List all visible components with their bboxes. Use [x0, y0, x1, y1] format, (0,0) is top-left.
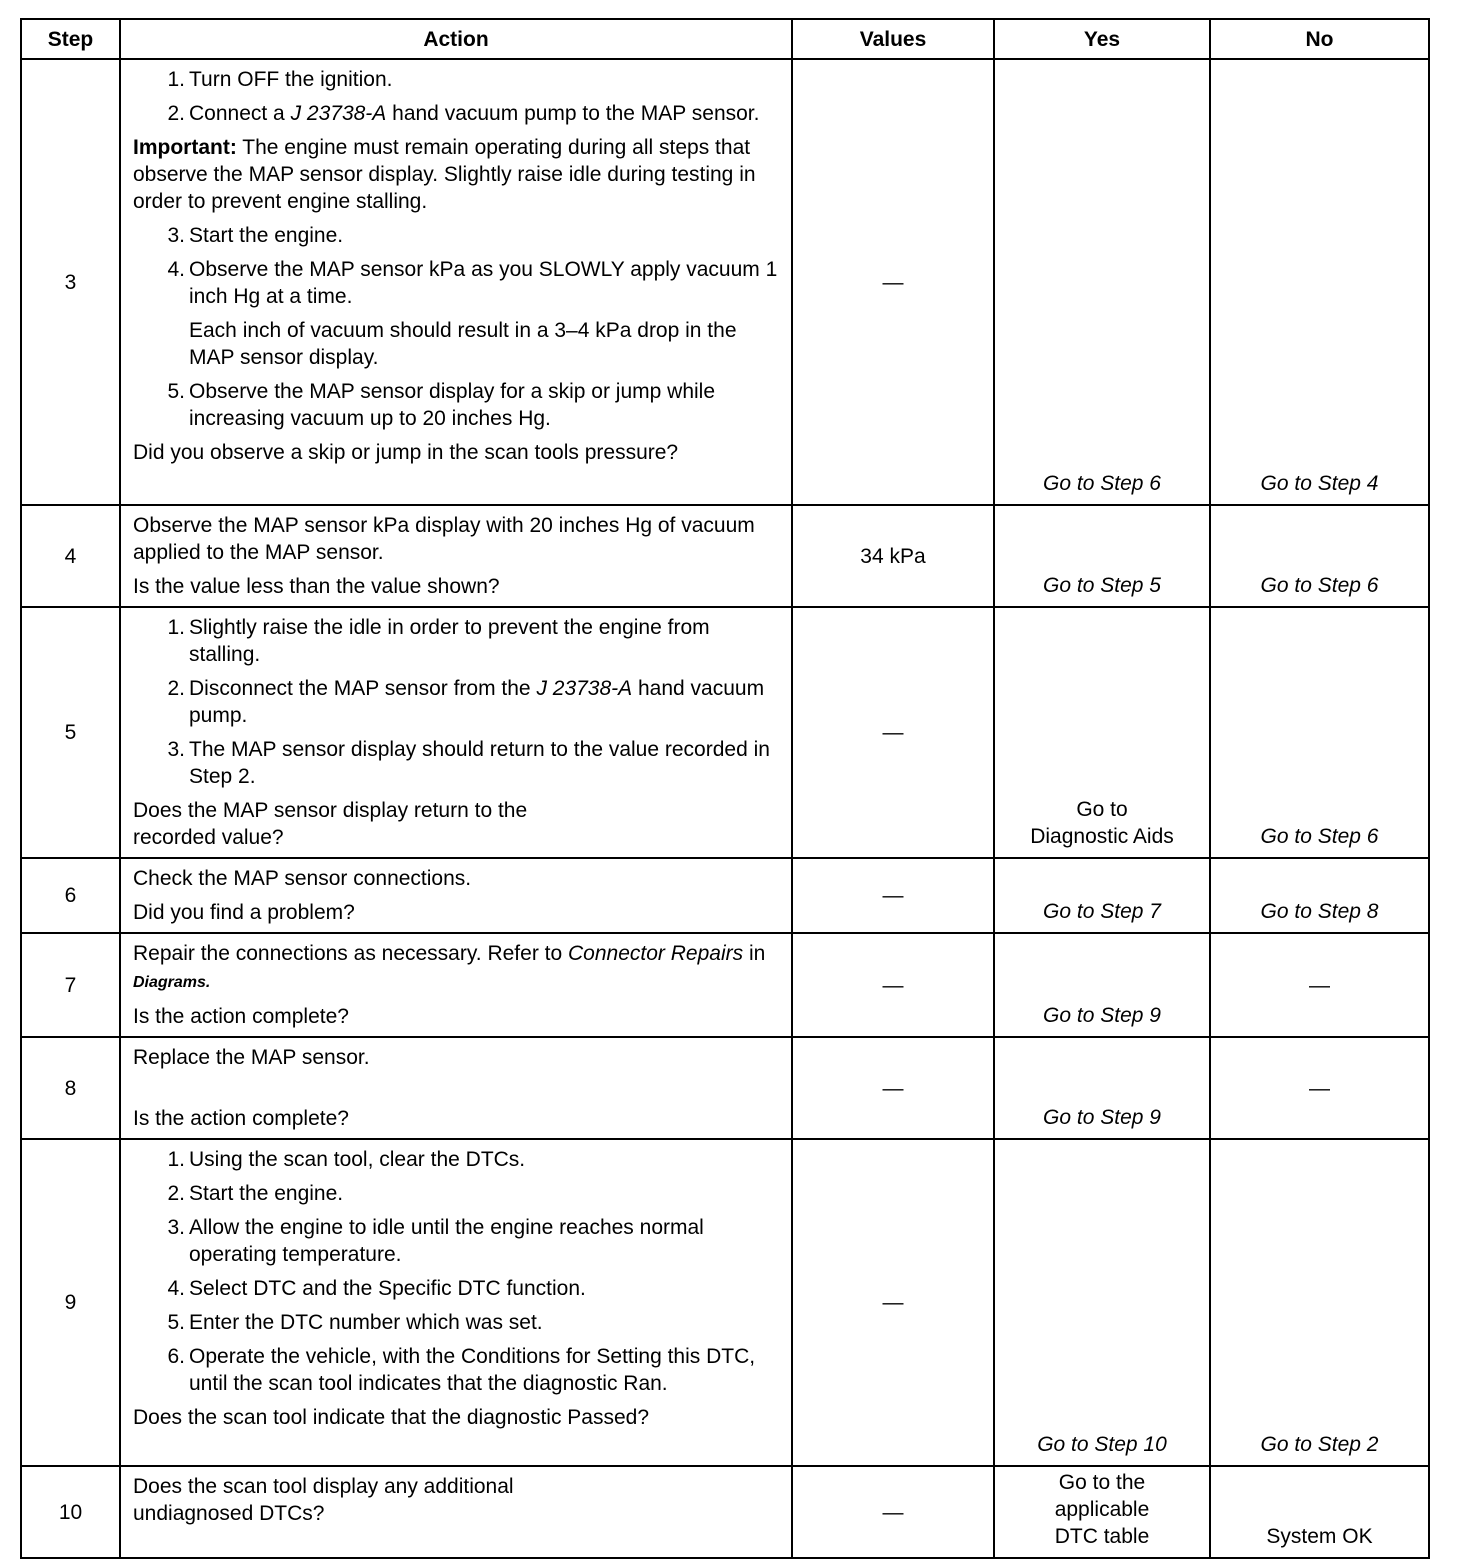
list-item: 1. Using the scan tool, clear the DTCs. — [167, 1148, 526, 1171]
table-row-step-9 — [21, 1139, 1429, 1466]
action-cell — [120, 59, 792, 505]
value-cell: — — [792, 607, 994, 858]
no-cell: — — [1210, 1037, 1429, 1139]
no-cell: — — [1210, 933, 1429, 1037]
no-cell: Go to Step 2 — [1210, 1139, 1429, 1466]
step-number: 7 — [21, 933, 120, 1037]
action-cell — [120, 607, 792, 858]
reference-link: Connector Repairs — [568, 942, 744, 965]
table-header-row — [21, 19, 1429, 59]
value-cell: — — [792, 59, 994, 505]
action-cell — [120, 1466, 792, 1558]
value-cell: — — [792, 933, 994, 1037]
header-no: No — [1210, 19, 1429, 59]
yes-cell: Go to Step 6 — [994, 59, 1210, 505]
action-cell — [120, 505, 792, 607]
yes-line: applicable — [1054, 1498, 1150, 1521]
header-yes: Yes — [994, 19, 1210, 59]
action-cell — [120, 933, 792, 1037]
list-item: 6. Operate the vehicle, with the Conditions for Setting this DTC, until the scan tool indicates that the diagnostic Ran. — [167, 1345, 756, 1395]
table-row-step-4 — [21, 505, 1429, 607]
step-question: Did you observe a skip or jump in the scan tools pressure? — [133, 441, 679, 464]
value-cell: — — [792, 1139, 994, 1466]
list-item: 3. The MAP sensor display should return to the value recorded in Step 2. — [167, 738, 770, 788]
list-item: 2. Start the engine. — [167, 1182, 344, 1205]
list-item: 4. Select DTC and the Specific DTC function. — [167, 1277, 586, 1300]
list-item: 3. Allow the engine to idle until the engine reaches normal operating temperature. — [167, 1216, 704, 1266]
step-question: Is the action complete? — [133, 1107, 349, 1130]
list-item: 2. Disconnect the MAP sensor from the J 23738-A hand vacuum pump. — [167, 677, 765, 727]
step-number: 4 — [21, 505, 120, 607]
step-question: Does the scan tool indicate that the diagnostic Passed? — [133, 1406, 649, 1429]
action-text: Observe the MAP sensor kPa display with 20 inches Hg of vacuum applied to the MAP sensor. — [133, 514, 755, 564]
action-cell — [120, 1037, 792, 1139]
action-text: Replace the MAP sensor. — [133, 1046, 370, 1069]
list-item: 5. Enter the DTC number which was set. — [167, 1311, 543, 1334]
step-number: 10 — [21, 1466, 120, 1558]
yes-cell: Go to Step 9 — [994, 1037, 1210, 1139]
yes-line: Go to — [1076, 798, 1128, 821]
header-action: Action — [120, 19, 792, 59]
yes-cell: Go to Step 5 — [994, 505, 1210, 607]
step-number: 3 — [21, 59, 120, 505]
value-cell: — — [792, 1466, 994, 1558]
action-cell — [120, 1139, 792, 1466]
list-item: 5. Observe the MAP sensor display for a skip or jump while increasing vacuum up to 20 inches Hg. — [167, 380, 716, 430]
reference-section: Diagrams. — [133, 974, 211, 991]
yes-cell — [994, 1466, 1210, 1558]
yes-line: Go to the — [1058, 1471, 1146, 1494]
tool-reference: J 23738-A — [536, 677, 633, 700]
step-number: 5 — [21, 607, 120, 858]
table-row-step-7 — [21, 933, 1429, 1037]
list-item: 2. Connect a J 23738-A hand vacuum pump to the MAP sensor. — [167, 102, 760, 125]
step-question: Is the action complete? — [133, 1005, 349, 1028]
action-cell — [120, 858, 792, 933]
step-question: Did you find a problem? — [133, 901, 355, 924]
table-row-step-8 — [21, 1037, 1429, 1139]
value-cell: — — [792, 858, 994, 933]
step-question: Does the MAP sensor display return to the recorded value? — [133, 799, 528, 849]
table-row-step-6 — [21, 858, 1429, 933]
table-row-step-3 — [21, 59, 1429, 505]
no-cell: System OK — [1210, 1466, 1429, 1558]
step-number: 6 — [21, 858, 120, 933]
diagnostic-table-document — [20, 18, 1428, 1548]
value-cell: — — [792, 1037, 994, 1139]
yes-line: DTC table — [1054, 1525, 1150, 1548]
yes-cell: Go to Step 7 — [994, 858, 1210, 933]
diagnostic-steps-table — [20, 18, 1430, 1559]
step-question: Is the value less than the value shown? — [133, 575, 500, 598]
tool-reference: J 23738-A — [290, 102, 387, 125]
yes-line: Diagnostic Aids — [1030, 825, 1174, 848]
important-note: Important: The engine must remain operating during all steps that observe the MAP sensor display. Slightly raise idle during testing in order to prevent engine stalling. — [133, 136, 756, 213]
step-number: 8 — [21, 1037, 120, 1139]
yes-cell: Go to Step 9 — [994, 933, 1210, 1037]
table-row-step-10 — [21, 1466, 1429, 1558]
header-values: Values — [792, 19, 994, 59]
no-cell: Go to Step 6 — [1210, 505, 1429, 607]
list-item-note: Each inch of vacuum should result in a 3–4 kPa drop in the MAP sensor display. — [189, 319, 737, 369]
yes-cell: Go to Step 10 — [994, 1139, 1210, 1466]
step-question: Does the scan tool display any additional undiagnosed DTCs? — [133, 1475, 514, 1525]
value-cell: 34 kPa — [792, 505, 994, 607]
table-row-step-5 — [21, 607, 1429, 858]
header-step: Step — [21, 19, 120, 59]
no-cell: Go to Step 6 — [1210, 607, 1429, 858]
no-cell: Go to Step 8 — [1210, 858, 1429, 933]
list-item: 1. Turn OFF the ignition. — [167, 68, 393, 91]
action-text: Repair the connections as necessary. Refer to Connector Repairs in Diagrams. — [133, 942, 766, 991]
list-item: 3. Start the engine. — [167, 224, 344, 247]
step-number: 9 — [21, 1139, 120, 1466]
no-cell: Go to Step 4 — [1210, 59, 1429, 505]
list-item: 1. Slightly raise the idle in order to prevent the engine from stalling. — [167, 616, 710, 666]
action-text: Check the MAP sensor connections. — [133, 867, 472, 890]
yes-cell — [994, 607, 1210, 858]
list-item: 4. Observe the MAP sensor kPa as you SLOWLY apply vacuum 1 inch Hg at a time. — [167, 258, 778, 308]
